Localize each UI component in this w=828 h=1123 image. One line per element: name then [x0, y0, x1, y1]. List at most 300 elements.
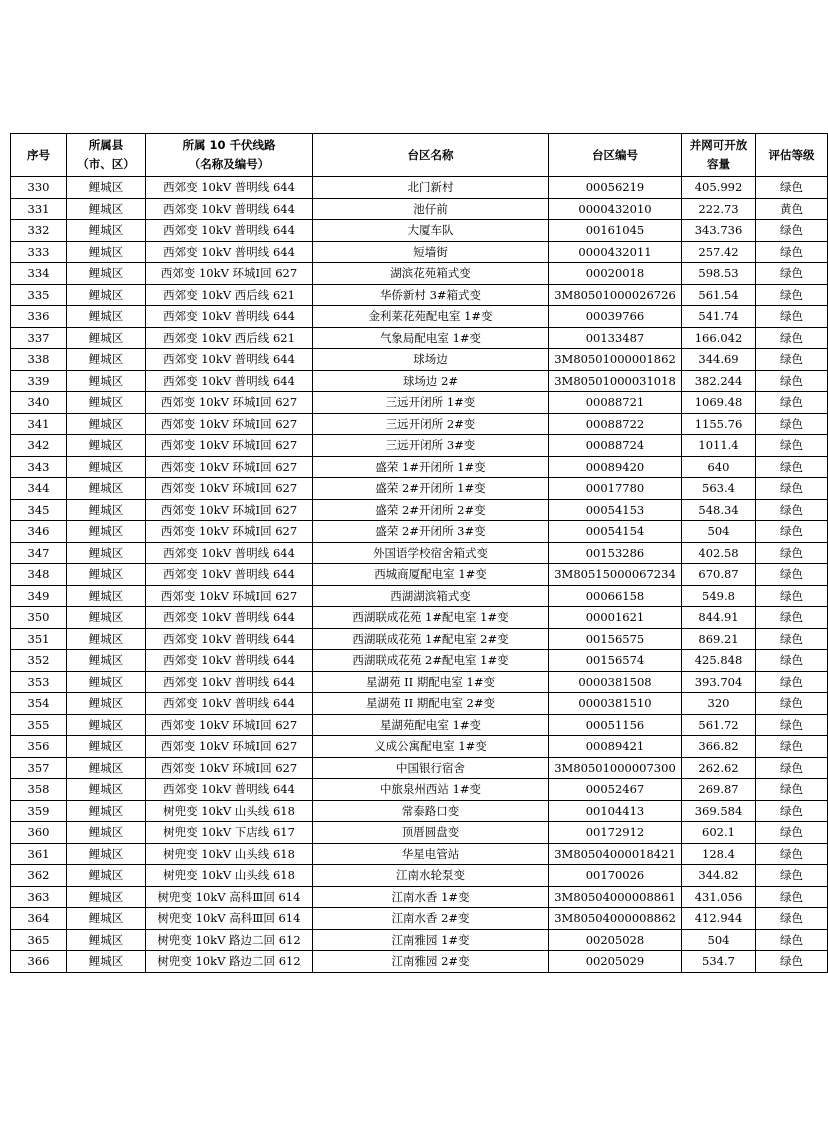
cell-seq: 350	[11, 607, 67, 629]
table-row	[11, 413, 828, 435]
table-row	[11, 370, 828, 392]
cell-capacity: 561.54	[682, 284, 756, 306]
table-row	[11, 349, 828, 371]
cell-grade: 绿色	[756, 220, 828, 242]
cell-seq: 348	[11, 564, 67, 586]
cell-capacity: 366.82	[682, 736, 756, 758]
cell-area-code: 3M80501000001862	[549, 349, 682, 371]
cell-grade: 绿色	[756, 392, 828, 414]
cell-county: 鲤城区	[67, 693, 146, 715]
table-row	[11, 241, 828, 263]
cell-area-name: 三远开闭所 2#变	[313, 413, 549, 435]
cell-seq: 332	[11, 220, 67, 242]
cell-line: 西郊变 10kV 西后线 621	[146, 284, 313, 306]
table-row	[11, 435, 828, 457]
cell-line: 西郊变 10kV 环城Ⅰ回 627	[146, 456, 313, 478]
cell-area-name: 顶厝圆盘变	[313, 822, 549, 844]
cell-capacity: 548.34	[682, 499, 756, 521]
cell-capacity: 402.58	[682, 542, 756, 564]
cell-area-name: 江南水轮泵变	[313, 865, 549, 887]
cell-area-code: 00205029	[549, 951, 682, 973]
cell-line: 西郊变 10kV 普明线 644	[146, 241, 313, 263]
cell-grade: 绿色	[756, 757, 828, 779]
cell-capacity: 640	[682, 456, 756, 478]
cell-seq: 334	[11, 263, 67, 285]
cell-grade: 绿色	[756, 413, 828, 435]
cell-line: 西郊变 10kV 环城Ⅰ回 627	[146, 736, 313, 758]
cell-grade: 绿色	[756, 951, 828, 973]
cell-area-name: 西湖联成花苑 1#配电室 2#变	[313, 628, 549, 650]
cell-grade: 绿色	[756, 929, 828, 951]
cell-county: 鲤城区	[67, 628, 146, 650]
cell-county: 鲤城区	[67, 650, 146, 672]
cell-county: 鲤城区	[67, 327, 146, 349]
cell-area-name: 义成公寓配电室 1#变	[313, 736, 549, 758]
cell-county: 鲤城区	[67, 714, 146, 736]
table-body	[11, 177, 828, 973]
cell-area-code: 0000381508	[549, 671, 682, 693]
cell-area-code: 00001621	[549, 607, 682, 629]
cell-seq: 364	[11, 908, 67, 930]
cell-area-code: 00088721	[549, 392, 682, 414]
cell-grade: 绿色	[756, 671, 828, 693]
cell-grade: 绿色	[756, 542, 828, 564]
cell-area-name: 池仔前	[313, 198, 549, 220]
table-row	[11, 220, 828, 242]
table-row	[11, 865, 828, 887]
cell-area-code: 00052467	[549, 779, 682, 801]
cell-area-name: 星湖苑 II 期配电室 2#变	[313, 693, 549, 715]
cell-area-name: 中国银行宿舍	[313, 757, 549, 779]
cell-seq: 355	[11, 714, 67, 736]
cell-county: 鲤城区	[67, 800, 146, 822]
cell-area-code: 00054153	[549, 499, 682, 521]
cell-area-name: 外国语学校宿舍箱式变	[313, 542, 549, 564]
cell-area-code: 00088724	[549, 435, 682, 457]
table-row	[11, 736, 828, 758]
cell-capacity: 393.704	[682, 671, 756, 693]
cell-seq: 333	[11, 241, 67, 263]
cell-capacity: 369.584	[682, 800, 756, 822]
cell-county: 鲤城区	[67, 521, 146, 543]
table-row	[11, 521, 828, 543]
cell-line: 西郊变 10kV 环城Ⅰ回 627	[146, 714, 313, 736]
cell-line: 西郊变 10kV 环城Ⅰ回 627	[146, 521, 313, 543]
table-row	[11, 564, 828, 586]
cell-capacity: 504	[682, 929, 756, 951]
cell-county: 鲤城区	[67, 865, 146, 887]
cell-seq: 365	[11, 929, 67, 951]
cell-county: 鲤城区	[67, 779, 146, 801]
cell-area-code: 00205028	[549, 929, 682, 951]
header-capacity: 并网可开放 容量	[682, 134, 756, 177]
cell-county: 鲤城区	[67, 499, 146, 521]
cell-grade: 绿色	[756, 736, 828, 758]
cell-county: 鲤城区	[67, 843, 146, 865]
cell-grade: 绿色	[756, 370, 828, 392]
table-row	[11, 392, 828, 414]
cell-line: 西郊变 10kV 环城Ⅰ回 627	[146, 478, 313, 500]
cell-line: 树兜变 10kV 路边二回 612	[146, 951, 313, 973]
cell-county: 鲤城区	[67, 435, 146, 457]
table-row	[11, 908, 828, 930]
cell-grade: 绿色	[756, 585, 828, 607]
cell-seq: 330	[11, 177, 67, 199]
cell-area-name: 湖滨花苑箱式变	[313, 263, 549, 285]
cell-area-code: 00066158	[549, 585, 682, 607]
cell-seq: 336	[11, 306, 67, 328]
cell-area-code: 0000381510	[549, 693, 682, 715]
cell-county: 鲤城区	[67, 886, 146, 908]
cell-area-name: 短墙街	[313, 241, 549, 263]
table-row	[11, 306, 828, 328]
cell-area-name: 西湖湖滨箱式变	[313, 585, 549, 607]
header-grade: 评估等级	[756, 134, 828, 177]
header-row	[11, 134, 828, 177]
table-row	[11, 693, 828, 715]
cell-area-code: 00017780	[549, 478, 682, 500]
cell-line: 西郊变 10kV 普明线 644	[146, 650, 313, 672]
cell-county: 鲤城区	[67, 564, 146, 586]
header-county: 所属县 （市、区）	[67, 134, 146, 177]
cell-area-code: 00020018	[549, 263, 682, 285]
cell-area-name: 中旅泉州西站 1#变	[313, 779, 549, 801]
cell-capacity: 1155.76	[682, 413, 756, 435]
table-row	[11, 327, 828, 349]
cell-area-name: 三远开闭所 1#变	[313, 392, 549, 414]
cell-grade: 绿色	[756, 327, 828, 349]
cell-line: 西郊变 10kV 环城Ⅰ回 627	[146, 263, 313, 285]
cell-area-code: 3M80504000008861	[549, 886, 682, 908]
cell-grade: 绿色	[756, 177, 828, 199]
table-row	[11, 478, 828, 500]
cell-area-name: 江南水香 2#变	[313, 908, 549, 930]
cell-area-code: 00172912	[549, 822, 682, 844]
cell-area-name: 盛荣 1#开闭所 1#变	[313, 456, 549, 478]
cell-grade: 绿色	[756, 521, 828, 543]
cell-seq: 357	[11, 757, 67, 779]
cell-line: 树兜变 10kV 山头线 618	[146, 800, 313, 822]
cell-line: 西郊变 10kV 普明线 644	[146, 198, 313, 220]
cell-line: 西郊变 10kV 环城Ⅰ回 627	[146, 392, 313, 414]
cell-seq: 337	[11, 327, 67, 349]
cell-line: 树兜变 10kV 高科Ⅲ回 614	[146, 908, 313, 930]
table-row	[11, 585, 828, 607]
cell-area-code: 00051156	[549, 714, 682, 736]
table-row	[11, 779, 828, 801]
cell-area-code: 00089421	[549, 736, 682, 758]
cell-line: 西郊变 10kV 普明线 644	[146, 370, 313, 392]
cell-area-name: 华星电管站	[313, 843, 549, 865]
cell-grade: 绿色	[756, 435, 828, 457]
cell-area-code: 3M80501000031018	[549, 370, 682, 392]
table-row	[11, 757, 828, 779]
cell-county: 鲤城区	[67, 198, 146, 220]
header-area-code: 台区编号	[549, 134, 682, 177]
cell-area-code: 00104413	[549, 800, 682, 822]
cell-capacity: 344.69	[682, 349, 756, 371]
cell-capacity: 541.74	[682, 306, 756, 328]
cell-seq: 341	[11, 413, 67, 435]
cell-capacity: 343.736	[682, 220, 756, 242]
cell-grade: 绿色	[756, 241, 828, 263]
cell-area-name: 气象局配电室 1#变	[313, 327, 549, 349]
cell-county: 鲤城区	[67, 220, 146, 242]
cell-grade: 绿色	[756, 714, 828, 736]
cell-area-name: 常泰路口变	[313, 800, 549, 822]
cell-line: 西郊变 10kV 环城Ⅰ回 627	[146, 413, 313, 435]
cell-seq: 338	[11, 349, 67, 371]
cell-capacity: 1011.4	[682, 435, 756, 457]
cell-seq: 346	[11, 521, 67, 543]
cell-line: 西郊变 10kV 普明线 644	[146, 349, 313, 371]
cell-area-name: 大厦车队	[313, 220, 549, 242]
cell-capacity: 563.4	[682, 478, 756, 500]
cell-area-name: 金利莱花苑配电室 1#变	[313, 306, 549, 328]
cell-area-code: 00054154	[549, 521, 682, 543]
cell-county: 鲤城区	[67, 822, 146, 844]
cell-seq: 349	[11, 585, 67, 607]
cell-area-code: 00156574	[549, 650, 682, 672]
cell-line: 西郊变 10kV 普明线 644	[146, 628, 313, 650]
table-row	[11, 628, 828, 650]
cell-county: 鲤城区	[67, 585, 146, 607]
cell-area-name: 盛荣 2#开闭所 2#变	[313, 499, 549, 521]
table-row	[11, 198, 828, 220]
cell-line: 西郊变 10kV 环城Ⅰ回 627	[146, 585, 313, 607]
cell-grade: 绿色	[756, 843, 828, 865]
cell-seq: 353	[11, 671, 67, 693]
cell-county: 鲤城区	[67, 241, 146, 263]
cell-seq: 331	[11, 198, 67, 220]
table-row	[11, 177, 828, 199]
cell-area-code: 0000432010	[549, 198, 682, 220]
cell-area-name: 华侨新村 3#箱式变	[313, 284, 549, 306]
cell-area-code: 00089420	[549, 456, 682, 478]
header-line: 所属 10 千伏线路 （名称及编号）	[146, 134, 313, 177]
header-seq: 序号	[11, 134, 67, 177]
cell-seq: 358	[11, 779, 67, 801]
cell-grade: 绿色	[756, 607, 828, 629]
cell-line: 西郊变 10kV 环城Ⅰ回 627	[146, 435, 313, 457]
cell-area-name: 盛荣 2#开闭所 1#变	[313, 478, 549, 500]
cell-county: 鲤城区	[67, 671, 146, 693]
cell-county: 鲤城区	[67, 263, 146, 285]
cell-county: 鲤城区	[67, 951, 146, 973]
cell-capacity: 222.73	[682, 198, 756, 220]
cell-grade: 绿色	[756, 306, 828, 328]
cell-seq: 354	[11, 693, 67, 715]
cell-capacity: 431.056	[682, 886, 756, 908]
cell-seq: 366	[11, 951, 67, 973]
cell-grade: 绿色	[756, 564, 828, 586]
cell-seq: 344	[11, 478, 67, 500]
table-row	[11, 929, 828, 951]
cell-capacity: 128.4	[682, 843, 756, 865]
cell-county: 鲤城区	[67, 542, 146, 564]
cell-capacity: 1069.48	[682, 392, 756, 414]
cell-capacity: 166.042	[682, 327, 756, 349]
cell-line: 西郊变 10kV 普明线 644	[146, 564, 313, 586]
cell-line: 树兜变 10kV 下店线 617	[146, 822, 313, 844]
cell-capacity: 344.82	[682, 865, 756, 887]
cell-line: 西郊变 10kV 普明线 644	[146, 693, 313, 715]
table-row	[11, 542, 828, 564]
cell-line: 树兜变 10kV 山头线 618	[146, 843, 313, 865]
table-row	[11, 886, 828, 908]
cell-capacity: 269.87	[682, 779, 756, 801]
distribution-area-table	[10, 133, 828, 973]
table-row	[11, 951, 828, 973]
cell-line: 西郊变 10kV 普明线 644	[146, 220, 313, 242]
cell-area-code: 00161045	[549, 220, 682, 242]
cell-grade: 绿色	[756, 779, 828, 801]
table-row	[11, 456, 828, 478]
table-header	[11, 134, 828, 177]
cell-line: 西郊变 10kV 普明线 644	[146, 177, 313, 199]
cell-area-name: 球场边 2#	[313, 370, 549, 392]
cell-county: 鲤城区	[67, 392, 146, 414]
cell-area-code: 00133487	[549, 327, 682, 349]
cell-seq: 335	[11, 284, 67, 306]
cell-area-name: 盛荣 2#开闭所 3#变	[313, 521, 549, 543]
cell-grade: 黄色	[756, 198, 828, 220]
table-row	[11, 499, 828, 521]
cell-capacity: 561.72	[682, 714, 756, 736]
cell-capacity: 405.992	[682, 177, 756, 199]
cell-grade: 绿色	[756, 908, 828, 930]
cell-area-name: 江南水香 1#变	[313, 886, 549, 908]
document-page	[10, 133, 815, 973]
cell-capacity: 257.42	[682, 241, 756, 263]
cell-grade: 绿色	[756, 499, 828, 521]
cell-line: 西郊变 10kV 西后线 621	[146, 327, 313, 349]
cell-seq: 343	[11, 456, 67, 478]
cell-grade: 绿色	[756, 886, 828, 908]
cell-seq: 342	[11, 435, 67, 457]
cell-county: 鲤城区	[67, 413, 146, 435]
cell-capacity: 602.1	[682, 822, 756, 844]
cell-capacity: 382.244	[682, 370, 756, 392]
cell-area-name: 北门新村	[313, 177, 549, 199]
table-row	[11, 607, 828, 629]
cell-county: 鲤城区	[67, 478, 146, 500]
cell-grade: 绿色	[756, 865, 828, 887]
cell-grade: 绿色	[756, 349, 828, 371]
cell-seq: 361	[11, 843, 67, 865]
table-row	[11, 650, 828, 672]
cell-area-code: 3M80515000067234	[549, 564, 682, 586]
cell-grade: 绿色	[756, 263, 828, 285]
cell-county: 鲤城区	[67, 306, 146, 328]
cell-county: 鲤城区	[67, 284, 146, 306]
cell-area-name: 西城商厦配电室 1#变	[313, 564, 549, 586]
cell-area-code: 00088722	[549, 413, 682, 435]
cell-area-code: 00170026	[549, 865, 682, 887]
cell-capacity: 320	[682, 693, 756, 715]
cell-seq: 351	[11, 628, 67, 650]
cell-county: 鲤城区	[67, 929, 146, 951]
cell-area-code: 3M80501000007300	[549, 757, 682, 779]
cell-county: 鲤城区	[67, 908, 146, 930]
cell-area-name: 球场边	[313, 349, 549, 371]
cell-line: 西郊变 10kV 普明线 644	[146, 671, 313, 693]
cell-area-code: 00156575	[549, 628, 682, 650]
cell-seq: 345	[11, 499, 67, 521]
cell-area-name: 星湖苑 II 期配电室 1#变	[313, 671, 549, 693]
cell-county: 鲤城区	[67, 456, 146, 478]
cell-county: 鲤城区	[67, 757, 146, 779]
table-row	[11, 843, 828, 865]
cell-capacity: 412.944	[682, 908, 756, 930]
cell-capacity: 425.848	[682, 650, 756, 672]
cell-grade: 绿色	[756, 284, 828, 306]
cell-capacity: 504	[682, 521, 756, 543]
cell-seq: 356	[11, 736, 67, 758]
table-row	[11, 714, 828, 736]
cell-area-name: 三远开闭所 3#变	[313, 435, 549, 457]
cell-line: 西郊变 10kV 普明线 644	[146, 779, 313, 801]
table-row	[11, 284, 828, 306]
cell-grade: 绿色	[756, 800, 828, 822]
cell-county: 鲤城区	[67, 370, 146, 392]
cell-seq: 339	[11, 370, 67, 392]
cell-capacity: 549.8	[682, 585, 756, 607]
cell-area-code: 0000432011	[549, 241, 682, 263]
cell-area-name: 江南雅园 1#变	[313, 929, 549, 951]
cell-line: 西郊变 10kV 环城Ⅰ回 627	[146, 757, 313, 779]
cell-capacity: 670.87	[682, 564, 756, 586]
cell-seq: 362	[11, 865, 67, 887]
cell-line: 西郊变 10kV 普明线 644	[146, 607, 313, 629]
cell-area-name: 江南雅园 2#变	[313, 951, 549, 973]
cell-grade: 绿色	[756, 456, 828, 478]
cell-area-code: 3M80504000008862	[549, 908, 682, 930]
table-row	[11, 671, 828, 693]
cell-area-code: 00056219	[549, 177, 682, 199]
cell-line: 西郊变 10kV 普明线 644	[146, 542, 313, 564]
cell-county: 鲤城区	[67, 607, 146, 629]
cell-capacity: 534.7	[682, 951, 756, 973]
cell-county: 鲤城区	[67, 736, 146, 758]
cell-seq: 352	[11, 650, 67, 672]
cell-seq: 360	[11, 822, 67, 844]
cell-area-code: 3M80501000026726	[549, 284, 682, 306]
cell-line: 西郊变 10kV 普明线 644	[146, 306, 313, 328]
cell-grade: 绿色	[756, 822, 828, 844]
table-row	[11, 263, 828, 285]
cell-seq: 340	[11, 392, 67, 414]
cell-line: 树兜变 10kV 路边二回 612	[146, 929, 313, 951]
cell-capacity: 598.53	[682, 263, 756, 285]
cell-line: 西郊变 10kV 环城Ⅰ回 627	[146, 499, 313, 521]
cell-grade: 绿色	[756, 650, 828, 672]
cell-line: 树兜变 10kV 高科Ⅲ回 614	[146, 886, 313, 908]
cell-capacity: 262.62	[682, 757, 756, 779]
cell-line: 树兜变 10kV 山头线 618	[146, 865, 313, 887]
cell-area-name: 西湖联成花苑 1#配电室 1#变	[313, 607, 549, 629]
cell-capacity: 844.91	[682, 607, 756, 629]
table-row	[11, 800, 828, 822]
header-area-name: 台区名称	[313, 134, 549, 177]
cell-grade: 绿色	[756, 478, 828, 500]
cell-seq: 363	[11, 886, 67, 908]
cell-capacity: 869.21	[682, 628, 756, 650]
cell-area-name: 星湖苑配电室 1#变	[313, 714, 549, 736]
cell-seq: 359	[11, 800, 67, 822]
cell-area-name: 西湖联成花苑 2#配电室 1#变	[313, 650, 549, 672]
cell-area-code: 3M80504000018421	[549, 843, 682, 865]
